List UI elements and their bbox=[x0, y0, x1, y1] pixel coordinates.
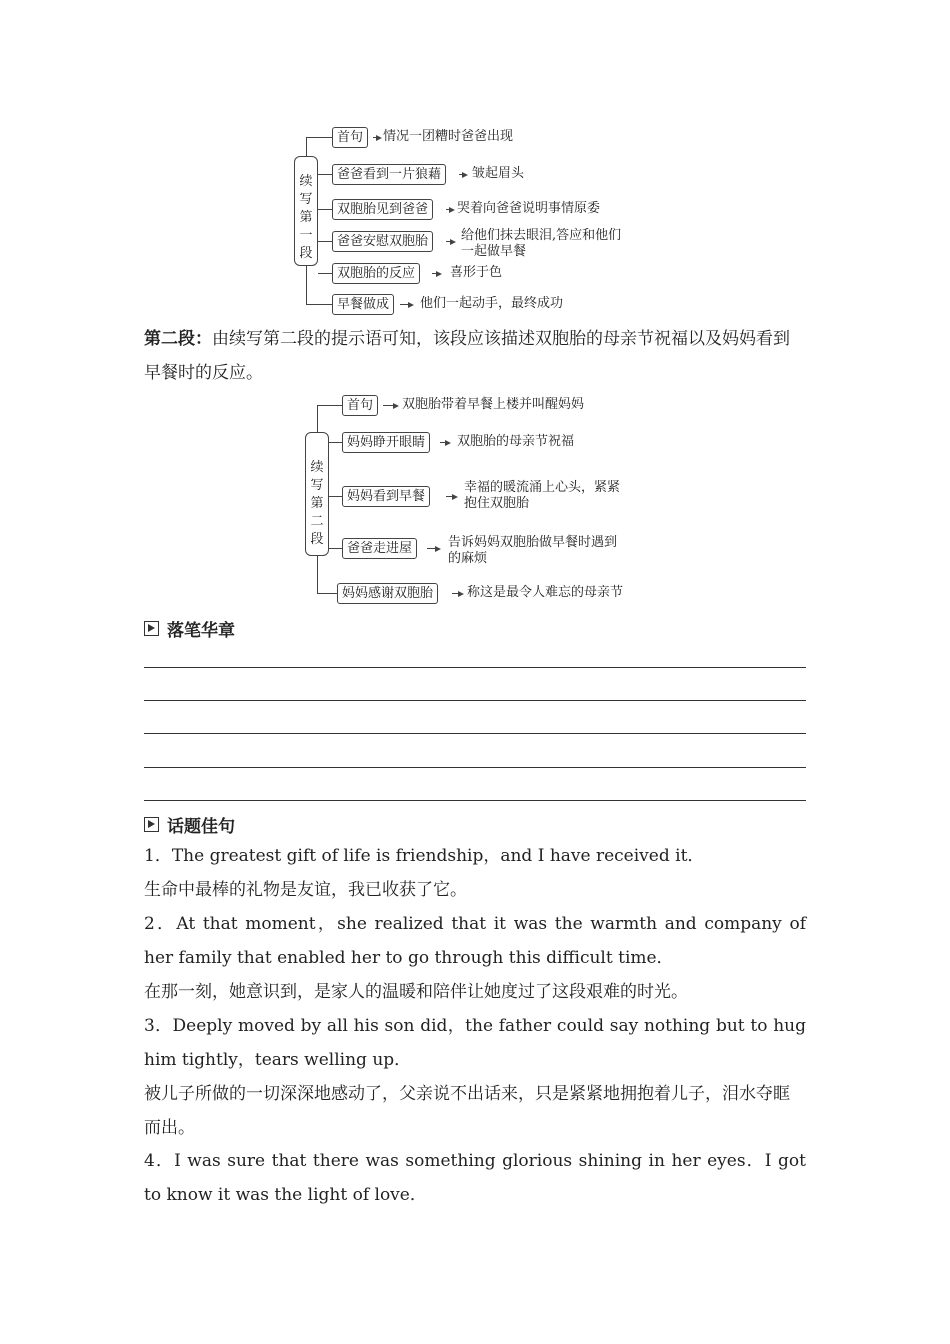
sentence-zh: 在那一刻，她意识到，是家人的温暖和陪伴让她度过了这段艰难的时光。 bbox=[144, 982, 688, 1002]
connector-line bbox=[329, 496, 342, 497]
root-char: 续 bbox=[299, 174, 313, 189]
writing-line[interactable] bbox=[144, 800, 806, 801]
diagram2-node: 首句 bbox=[342, 395, 378, 416]
writing-line[interactable] bbox=[144, 700, 806, 701]
diagram2-result: 称这是最令人难忘的母亲节 bbox=[467, 585, 624, 600]
root-char: 续 bbox=[310, 460, 324, 475]
connector-line bbox=[306, 266, 307, 304]
diagram1-result: 皱起眉头 bbox=[472, 166, 525, 181]
sentence-en: 2．At that moment，she realized that it was the warmth and company of her family that enabled her to go through this difficult time． bbox=[144, 914, 806, 968]
root-char: 段 bbox=[310, 532, 324, 547]
play-icon bbox=[144, 621, 159, 636]
diagram1-result: 情况一团糟时爸爸出现 bbox=[383, 129, 514, 144]
connector-line bbox=[318, 241, 332, 242]
connector-line bbox=[329, 548, 342, 549]
writing-line[interactable] bbox=[144, 767, 806, 768]
root-char: 一 bbox=[299, 228, 313, 243]
diagram2-node: 妈妈感谢双胞胎 bbox=[337, 583, 438, 604]
diagram1-result: 喜形于色 bbox=[450, 265, 503, 280]
connector-line bbox=[329, 442, 342, 443]
section-heading-sentences bbox=[144, 812, 235, 837]
diagram1-result: 一起做早餐 bbox=[461, 244, 527, 259]
diagram2-result: 告诉妈妈双胞胎做早餐时遇到 bbox=[448, 535, 618, 550]
connector-line bbox=[306, 137, 307, 156]
play-icon bbox=[144, 817, 159, 832]
section-title: 落笔华章 bbox=[167, 621, 235, 641]
root-char: 二 bbox=[310, 514, 324, 529]
root-char: 第 bbox=[310, 496, 324, 511]
sentence-zh: 生命中最棒的礼物是友谊，我已收获了它。 bbox=[144, 880, 467, 900]
arrow-head bbox=[376, 135, 382, 141]
root-char: 第 bbox=[299, 210, 313, 225]
arrow-head bbox=[435, 546, 441, 552]
sentence-en: 1．The greatest gift of life is friendship，and I have received it． bbox=[144, 846, 705, 866]
connector-line bbox=[317, 405, 318, 432]
arrow-head bbox=[393, 403, 399, 409]
diagram2-node: 爸爸走进屋 bbox=[342, 538, 417, 559]
section-heading-writing bbox=[144, 616, 235, 641]
root-char: 写 bbox=[310, 478, 324, 493]
intro-paragraph bbox=[144, 322, 806, 390]
intro-prefix: 第二段： bbox=[144, 329, 212, 349]
arrow-head bbox=[408, 302, 414, 308]
diagram2-result: 双胞胎的母亲节祝福 bbox=[457, 434, 575, 449]
connector-line bbox=[317, 593, 337, 594]
sentence-en: 4．I was sure that there was something glorious shining in her eyes．I got to know it was the light of love． bbox=[144, 1151, 806, 1205]
diagram1-result: 哭着向爸爸说明事情原委 bbox=[457, 201, 601, 216]
writing-line[interactable] bbox=[144, 733, 806, 734]
diagram2-result: 双胞胎带着早餐上楼并叫醒妈妈 bbox=[402, 397, 585, 412]
connector-line bbox=[317, 556, 318, 593]
diagram1-node: 爸爸安慰双胞胎 bbox=[332, 231, 433, 252]
sentence-en: 3．Deeply moved by all his son did，the father could say nothing but to hug him tightly，tears welling up． bbox=[144, 1016, 806, 1070]
arrow-head bbox=[462, 172, 468, 178]
connector-line bbox=[318, 273, 332, 274]
diagram1-node: 双胞胎见到爸爸 bbox=[332, 199, 433, 220]
diagram1-node: 爸爸看到一片狼藉 bbox=[332, 164, 446, 185]
diagram1-node: 首句 bbox=[332, 127, 368, 148]
connector-line bbox=[306, 137, 332, 138]
connector-line bbox=[306, 304, 332, 305]
diagram2-node: 妈妈看到早餐 bbox=[342, 486, 430, 507]
writing-line[interactable] bbox=[144, 667, 806, 668]
arrow-head bbox=[449, 207, 455, 213]
diagram1-node: 双胞胎的反应 bbox=[332, 263, 420, 284]
root-char: 段 bbox=[299, 246, 313, 261]
diagram2-result: 抱住双胞胎 bbox=[464, 496, 530, 511]
connector-line bbox=[318, 174, 332, 175]
root-char: 写 bbox=[299, 192, 313, 207]
connector-line bbox=[318, 209, 332, 210]
diagram2-root bbox=[305, 432, 329, 556]
diagram2-node: 妈妈睁开眼睛 bbox=[342, 432, 430, 453]
diagram1-root bbox=[294, 156, 318, 266]
arrow-head bbox=[452, 494, 458, 500]
diagram2-result: 的麻烦 bbox=[448, 551, 488, 566]
connector-line bbox=[317, 405, 342, 406]
diagram1-result: 给他们抹去眼泪,答应和他们 bbox=[461, 228, 622, 243]
arrow-head bbox=[445, 440, 451, 446]
diagram1-result: 他们一起动手，最终成功 bbox=[420, 296, 564, 311]
intro-text: 由续写第二段的提示语可知，该段应该描述双胞胎的母亲节祝福以及妈妈看到早餐时的反应。 bbox=[144, 329, 790, 383]
diagram1-node: 早餐做成 bbox=[332, 294, 394, 315]
arrow-head bbox=[436, 271, 442, 277]
arrow-head bbox=[458, 591, 464, 597]
section-title: 话题佳句 bbox=[167, 817, 235, 837]
sentence-zh: 被儿子所做的一切深深地感动了，父亲说不出话来，只是紧紧地拥抱着儿子，泪水夺眶而出。 bbox=[144, 1084, 790, 1138]
arrow-head bbox=[450, 239, 456, 245]
diagram2-result: 幸福的暖流涌上心头，紧紧 bbox=[464, 480, 621, 495]
